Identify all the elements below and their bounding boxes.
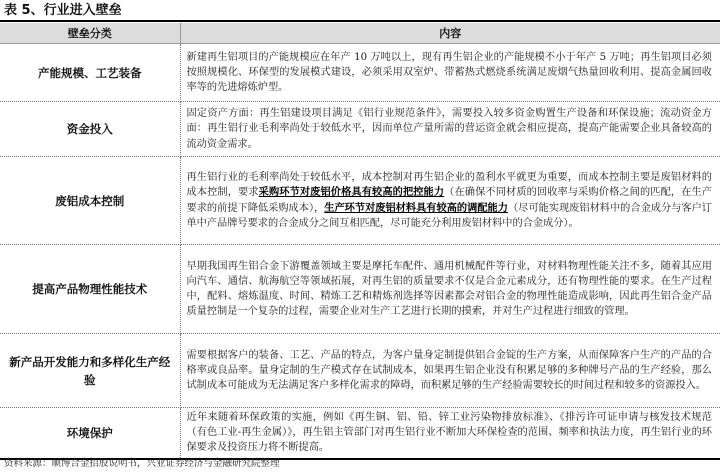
table-row — [0, 157, 720, 245]
table-row — [0, 334, 720, 408]
row-category: 废铝成本控制 — [0, 157, 180, 245]
source-note: 资料来源：顺博合金招股说明书，兴业证券经济与金融研究院整理 — [4, 458, 280, 469]
table-row — [0, 408, 720, 459]
row-category: 新产品开发能力和多样化生产经验 — [0, 334, 180, 408]
header-content: 内容 — [180, 23, 720, 44]
emphasis-production: 生产环节对废铝材料具有较高的调配能力 — [324, 201, 508, 214]
row-category: 资金投入 — [0, 102, 180, 157]
row-content: 早期我国再生铝合金下游覆盖领域主要是摩托车配件、通用机械配件等行业，对材料物理性能关注不多，随着其应用向汽车、通信、航海航空等领域拓展，对再生铝的质量要求不仅是合金元素成分，还有物理性能的要求。在生产过程中，配料、熔炼温度、时间、精炼工艺和精炼剂选择等因素都会对铝合金的物理性能造成影响，因此再生铝合金产品质量控制是一个复杂的过程，需要企业对生产工艺进行长期的摸索，并对生产过程进行细致的管理。 — [180, 245, 720, 334]
row-category: 环境保护 — [0, 408, 180, 459]
entry-barriers-table — [0, 23, 720, 460]
table-row — [0, 102, 720, 157]
content-text: （尽可能实现废铝材料中的合金成分与客户订单中产品牌号要求的合金成分之间互相匹配，尽可能充分利用废铝材料中的合金成分）。 — [186, 202, 712, 229]
row-content — [180, 157, 720, 245]
row-content: 近年来随着环保政策的实施，例如《再生铜、铝、铅、锌工业污染物排放标准》、《排污许可证申请与核发技术规范（有色工业-再生金属）》，再生铝主管部门对再生铝行业不断加大环保检查的范围、频率和执法力度，再生铝行业的环保要求及投资压力将不断提高。 — [180, 408, 720, 459]
table-header-row — [0, 23, 720, 44]
row-category: 产能规模、工艺装备 — [0, 44, 180, 102]
title-rule — [0, 20, 720, 22]
header-category: 壁垒分类 — [0, 23, 180, 44]
table-row — [0, 44, 720, 102]
row-content: 固定资产方面：再生铝建设项目满足《铝行业规范条件》，需要投入较多资金购置生产设备和环保设施；流动资金方面：再生铝行业毛利率尚处于较低水平，因而单位产量所需的营运资金就会相应提高，提高产能需要企业具备较高的流动资金需求。 — [180, 102, 720, 157]
row-content: 需要根据客户的装备、工艺、产品的特点，为客户量身定制提供铝合金锭的生产方案，从而保障客户生产的产品的合格率或良品率。量身定制的生产模式存在试制成本，如果再生铝企业没有积累足够的多种牌号产品的生产经验，那么试制成本可能成为无法满足客户多样化需求的障碍，而积累足够的生产经验需要较长的时间过程和较多的资源投入。 — [180, 334, 720, 408]
table-title: 表 5、行业进入壁垒 — [4, 3, 122, 18]
emphasis-procurement: 采购环节对废铝价格具有较高的把控能力 — [258, 186, 445, 199]
row-category: 提高产品物理性能技术 — [0, 245, 180, 334]
row-content: 新建再生铝项目的产能规模应在年产 10 万吨以上，现有再生铝企业的产能规模不小于年产 5 万吨；再生铝项目必须按照规模化、环保型的发展模式建设，必须采用双室炉、带蓄热式燃烧系统满足废烟气热量回收利用、提高金属回收率等的先进熔炼炉型。 — [180, 44, 720, 102]
content-text: （在确保不同材质的回收率与采购价格之间的匹配，在生产要求的前提下降低采购成本）， — [186, 187, 713, 214]
content-text: 再生铝行业的毛利率尚处于较低水平，成本控制对再生铝企业的盈利水平就更为重要，而成本控制主要是废铝材料的成本控制，要求 — [186, 172, 712, 199]
table-row — [0, 245, 720, 334]
